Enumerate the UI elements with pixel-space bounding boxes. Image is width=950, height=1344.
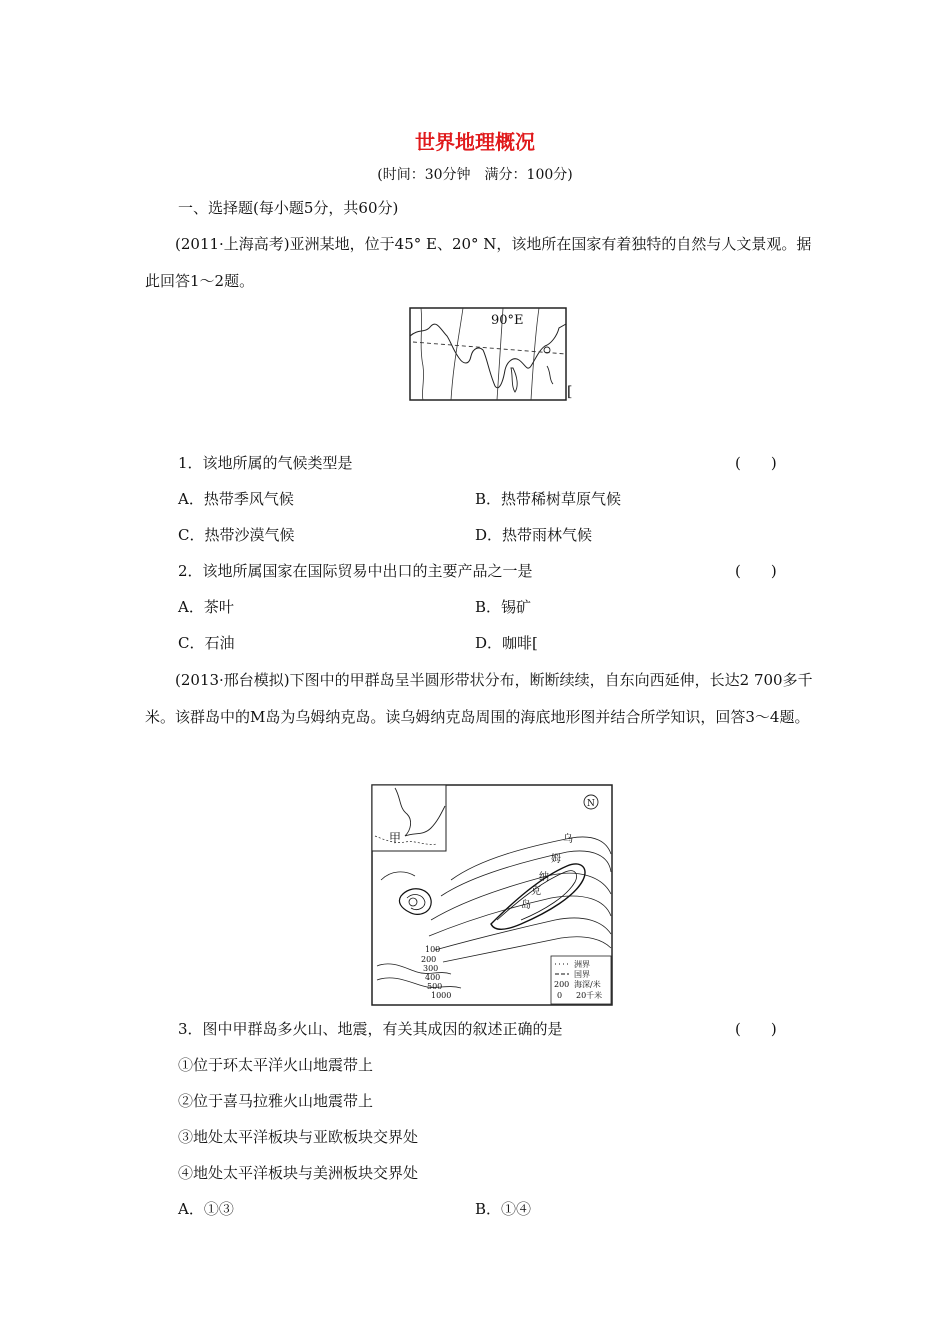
- q3-option-a: A．①③: [178, 1200, 234, 1218]
- meridian-label: 90°E: [491, 313, 524, 328]
- legend-continent-label: 洲界: [574, 960, 590, 969]
- section-heading: 一、选择题(每小题5分，共60分): [178, 199, 399, 217]
- answer-blank-2: ( ): [735, 562, 777, 580]
- inset-frame: [372, 785, 446, 851]
- q3-statement-1: ①位于环太平洋火山地震带上: [178, 1056, 374, 1074]
- q1-option-c: C．热带沙漠气候: [178, 526, 295, 544]
- depth-label: 200: [421, 955, 437, 964]
- depth-label: 1000: [431, 991, 452, 1000]
- q1-option-b: B．热带稀树草原气候: [475, 490, 622, 508]
- q2-option-b: B．锡矿: [475, 598, 532, 616]
- q2-option-d: D．咖啡[: [475, 634, 538, 652]
- question-1: 1．该地所属的气候类型是: [178, 454, 353, 472]
- answer-blank-3: ( ): [735, 1020, 777, 1038]
- q3-statement-3: ③地处太平洋板块与亚欧板块交界处: [178, 1128, 419, 1146]
- north-label: N: [587, 799, 595, 809]
- q1-option-d: D．热带雨林气候: [475, 526, 593, 544]
- legend-scale-200: 200: [554, 980, 570, 989]
- island-label-char: 姆: [551, 854, 561, 865]
- q1-option-a: A．热带季风气候: [178, 490, 294, 508]
- question-2: 2．该地所属国家在国际贸易中出口的主要产品之一是: [178, 562, 533, 580]
- q3-statement-2: ②位于喜马拉雅火山地震带上: [178, 1092, 374, 1110]
- q2-option-a: A．茶叶: [178, 598, 234, 616]
- map-bracket: [: [567, 384, 573, 400]
- legend-scale-km: 20千米: [576, 991, 603, 1000]
- page-title: 世界地理概况: [415, 130, 535, 154]
- inset-label: 甲: [389, 831, 402, 845]
- legend-country-label: 国界: [574, 970, 590, 979]
- exam-info: (时间：30分钟 满分：100分): [377, 167, 573, 183]
- depth-label: 400: [425, 973, 441, 982]
- intro-paragraph-2: (2013·邢台模拟)下图中的甲群岛呈半圆形带状分布，断断续续，自东向西延伸，长达2 700多千米。该群岛中的M岛为乌姆纳克岛。读乌姆纳克岛周围的海底地形图并结合所学知识，回答3～4题。: [145, 671, 813, 726]
- map-frame: [410, 308, 566, 400]
- q3-statement-4: ④地处太平洋板块与美洲板块交界处: [178, 1164, 419, 1182]
- depth-label: 500: [427, 982, 443, 991]
- depth-label: 100: [425, 945, 441, 954]
- question-3: 3．图中甲群岛多火山、地震，有关其成因的叙述正确的是: [178, 1020, 563, 1038]
- asia-map: [407, 306, 577, 402]
- legend-depth-label: 海深/米: [574, 980, 601, 989]
- legend-scale-0: 0: [557, 991, 563, 1000]
- intro-paragraph-1: (2011·上海高考)亚洲某地，位于45° E、20° N，该地所在国家有着独特的自然与人文景观。据此回答1～2题。: [145, 235, 812, 290]
- island-label-char: 乌: [563, 834, 573, 845]
- seafloor-map: [371, 784, 613, 1006]
- island-label-char: 克: [531, 886, 541, 897]
- q2-option-c: C．石油: [178, 634, 235, 652]
- answer-blank-1: ( ): [735, 454, 777, 472]
- depth-label: 300: [423, 964, 439, 973]
- q3-option-b: B．①④: [475, 1200, 532, 1218]
- island-label-char: 纳: [539, 872, 549, 883]
- island-label-char: 岛: [521, 900, 531, 911]
